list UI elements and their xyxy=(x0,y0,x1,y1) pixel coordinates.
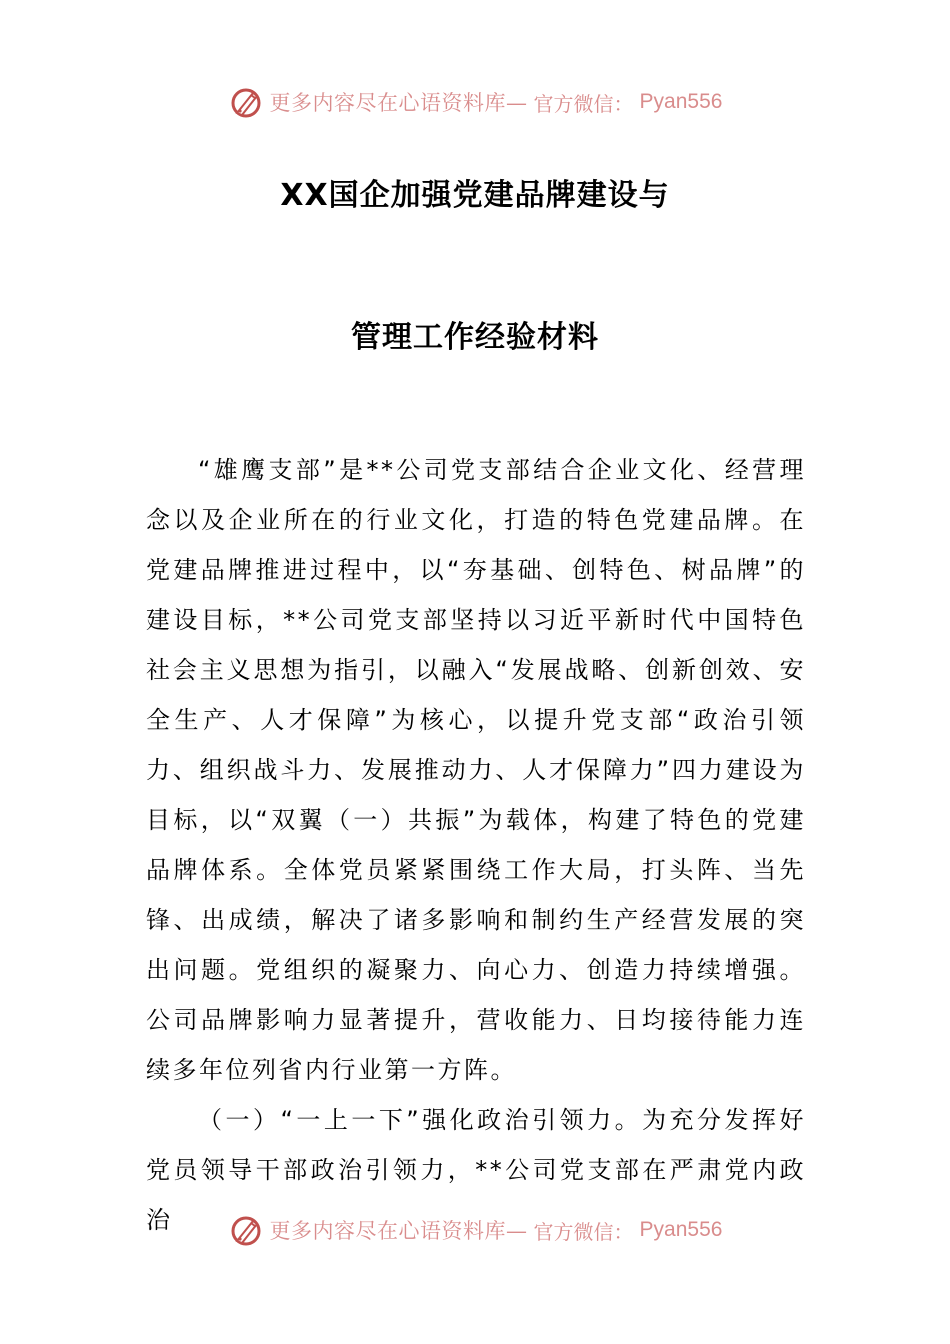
watermark-site-text: 更多内容尽在心语资料库— xyxy=(269,1219,528,1243)
watermark-site-text: 更多内容尽在心语资料库— xyxy=(269,91,528,115)
body-paragraph-2: （一）“一上一下”强化政治引领力。为充分发挥好党员领导干部政治引领力，**公司党支部在严肃党内政治 xyxy=(146,1106,806,1234)
bottom-watermark-banner xyxy=(0,1208,950,1252)
pen-nib-circle-icon xyxy=(228,1212,264,1248)
watermark-wechat-id: Pyan556 xyxy=(639,90,723,113)
watermark-wechat-label: 官方微信： xyxy=(533,1219,634,1244)
document-title-line-2: 管理工作经验材料 xyxy=(351,320,599,355)
top-watermark-banner xyxy=(0,80,950,124)
body-paragraph-1: “雄鹰支部”是**公司党支部结合企业文化、经营理念以及企业所在的行业文化，打造的特色党建品牌。在党建品牌推进过程中，以“夯基础、创特色、树品牌”的建设目标，**公司党支部坚持以习近平新时代中国特色社会主义思想为指引，以融入“发展战略、创新创效、安全生产、人才保障”为核心，以提升党支部“政治引领力、组织战斗力、发展推动力、人才保障力”四力建设为目标，以“双翼（一）共振”为载体，构建了特色的党建品牌体系。全体党员紧紧围绕工作大局，打头阵、当先锋、出成绩，解决了诸多影响和制约生产经营发展的突出问题。党组织的凝聚力、向心力、创造力持续增强。公司品牌影响力显著提升，营收能力、日均接待能力连续多年位列省内行业第一方阵。 xyxy=(146,456,806,1084)
watermark-wechat-label: 官方微信： xyxy=(533,91,634,116)
pen-nib-circle-icon xyxy=(228,84,264,120)
document-title-line-1: XX国企加强党建品牌建设与 xyxy=(280,178,670,213)
watermark-wechat-id: Pyan556 xyxy=(639,1218,723,1241)
